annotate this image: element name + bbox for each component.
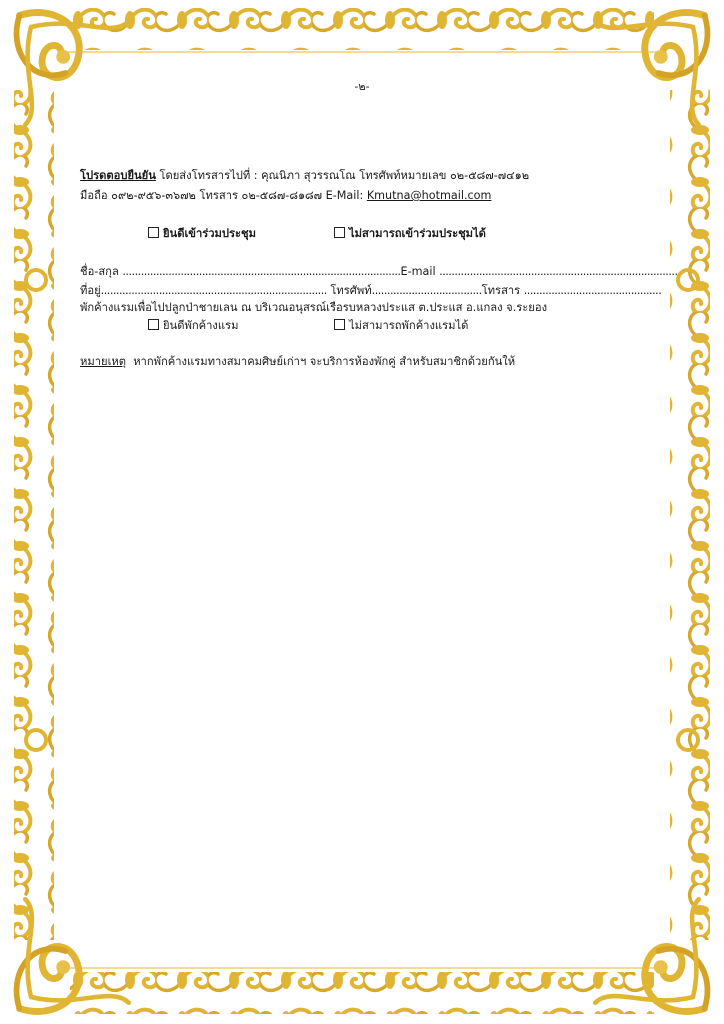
attend-option[interactable] [148,224,256,242]
fax-field[interactable]: ............................................. [523,284,662,297]
stay-yes-option[interactable] [148,316,238,334]
phone-label: โทรศัพท์ [330,284,372,297]
page-number: -๒- [354,80,370,93]
decline-checkbox[interactable] [334,227,345,238]
name-label: ชื่อ-สกุล [80,265,119,278]
email-link[interactable]: Kmutna@hotmail.com [366,189,492,202]
fax-label: โทรสาร [481,284,521,297]
note-text: หากพักค้างแรมทางสมาคมศิษย์เก่าฯ จะบริการห้องพักคู่ สำหรับสมาชิกด้วยกันให้ [133,355,516,368]
email-field[interactable]: .............................................................................. [439,265,678,278]
reply-heading: โปรดตอบยืนยัน [80,169,156,182]
decline-option[interactable] [334,224,486,242]
attend-checkbox[interactable] [148,227,159,238]
reply-line [80,166,529,184]
address-field[interactable]: .......................................................................... [100,284,327,297]
attend-label: ยินดีเข้าร่วมประชุม [163,227,256,240]
note-line [80,352,515,370]
stay-yes-label: ยินดีพักค้างแรม [163,319,239,332]
send-to-text: โดยส่งโทรสารไปที่ : คุณนิภา สุวรรณโณ โทรศัพท์หมายเลข ๐๒-๕๘๗-๗๔๑๒ [159,169,530,182]
address-line [80,281,661,299]
decline-label: ไม่สามารถเข้าร่วมประชุมได้ [349,227,486,240]
note-label: หมายเหตุ [80,355,127,368]
phone-field[interactable]: .................................... [371,284,482,297]
stay-no-checkbox[interactable] [334,319,345,330]
name-field[interactable]: ........................................................................................... [122,265,401,278]
stay-no-label: ไม่สามารถพักค้างแรมได้ [349,319,469,332]
mobile-text: มือถือ ๐๙๒-๙๕๖-๓๖๗๒ โทรสาร ๐๒-๕๘๗-๘๑๘๗ E-Mail: [80,189,364,202]
stay-yes-checkbox[interactable] [148,319,159,330]
name-email-line [80,262,678,280]
stay-text: พักค้างแรมเพื่อไปปลูกป่าชายเลน ณ บริเวณอนุสรณ์เรือรบหลวงประแส ต.ประแส อ.แกลง จ.ระยอง [80,301,548,314]
email-label: E-mail [400,265,436,278]
stay-no-option[interactable] [334,316,468,334]
address-label: ที่อยู่ [80,284,101,297]
contact-line [80,186,491,204]
